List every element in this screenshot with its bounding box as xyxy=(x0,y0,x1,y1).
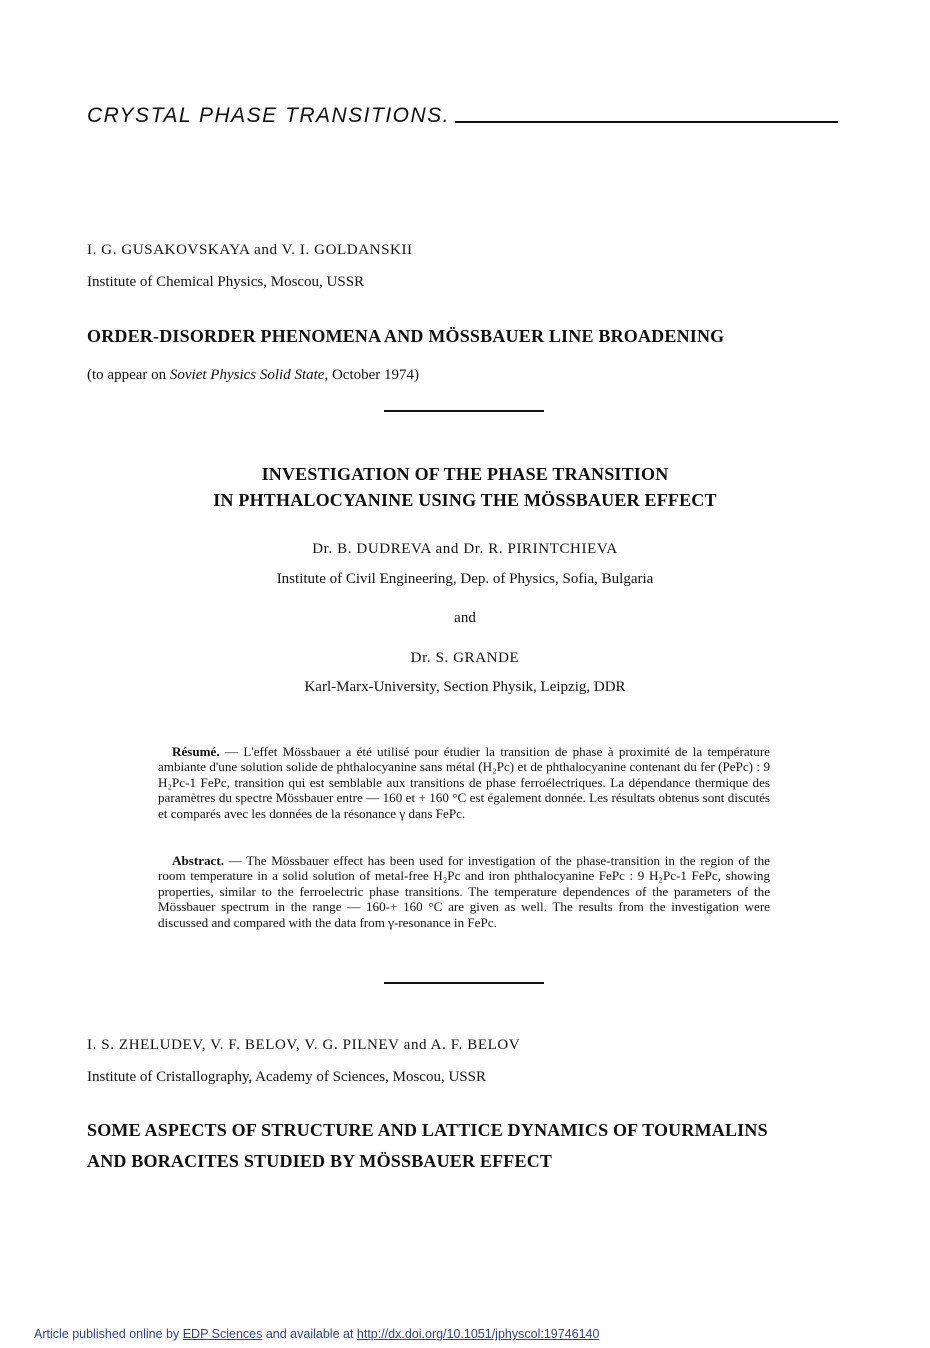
article2-resume xyxy=(158,744,770,821)
article2-affiliation2: Karl-Marx-University, Section Physik, Leipzig, DDR xyxy=(304,679,626,695)
article2-affiliation1: Institute of Civil Engineering, Dep. of Physics, Sofia, Bulgaria xyxy=(276,571,654,587)
publisher-link[interactable]: EDP Sciences xyxy=(182,1327,263,1341)
footer-prefix: Article published online by xyxy=(34,1327,183,1341)
article3-authors: I. S. ZHELUDEV, V. F. BELOV, V. G. PILNEV and A. F. BELOV xyxy=(87,1037,521,1053)
article1-note-journal: Soviet Physics Solid State, xyxy=(169,367,329,383)
doi-link[interactable]: http://dx.doi.org/10.1051/jphyscol:19746140 xyxy=(356,1327,600,1341)
article1-authors: I. G. GUSAKOVSKAYA and V. I. GOLDANSKII xyxy=(87,242,413,258)
abstract-label: Abstract. xyxy=(172,853,224,868)
article2-title-line1: INVESTIGATION OF THE PHASE TRANSITION xyxy=(261,464,669,484)
article1-note-prefix: (to appear on xyxy=(87,367,170,383)
article1-affiliation: Institute of Chemical Physics, Moscou, USSR xyxy=(87,274,365,290)
abstract-text: — The Mössbauer effect has been used for investigation of the phase-transition in the region of the room temperature in a solid solution of metal-free H₂Pc and iron phthalocyanine FePc : 9 H₂Pc-1 FePc, showing properties, similar to the ferroelectric phase transitions. The temperature dependences of the parameters of the Mössbauer spectrum in the range — 160-+ 160 °C are given as well. The results from the investigation were discussed and compared with the data from γ-resonance in FePc. xyxy=(158,853,770,930)
article2-title-line2: IN PHTHALOCYANINE USING THE MÖSSBAUER EFFECT xyxy=(213,490,717,510)
section-title-rule xyxy=(455,121,838,123)
section-title: CRYSTAL PHASE TRANSITIONS. xyxy=(87,104,451,127)
separator-rule xyxy=(384,410,544,412)
footer xyxy=(34,1327,599,1341)
resume-text: — L'effet Mössbauer a été utilisé pour étudier la transition de phase à proximité de la température ambiante d'une solution solide de phthalocyanine sans métal (H₂Pc) et de phthalocyanine contenant du fer (PePc) : 9 H₂Pc-1 FePc, transition qui est semblable aux transitions de phase ferroélectriques. La dépendance thermique des paramètres du spectre Mössbauer entre — 160 et + 160 °C est également donnée. Les résultats obtenus sont discutés et comparés avec les données de la résonance γ dans FePc. xyxy=(158,744,770,821)
article3-title-line2: AND BORACITES STUDIED BY MÖSSBAUER EFFECT xyxy=(87,1151,553,1171)
separator-rule xyxy=(384,982,544,984)
article2-authors2: Dr. S. GRANDE xyxy=(410,650,520,666)
footer-middle: and available at xyxy=(262,1327,357,1341)
article1-note xyxy=(87,367,419,384)
article3-affiliation: Institute of Cristallography, Academy of Sciences, Moscou, USSR xyxy=(87,1069,486,1085)
article1-note-suffix: October 1974) xyxy=(328,367,420,383)
article2-and: and xyxy=(454,610,476,626)
article1-title: ORDER-DISORDER PHENOMENA AND MÖSSBAUER LINE BROADENING xyxy=(87,326,725,346)
article2-authors1: Dr. B. DUDREVA and Dr. R. PIRINTCHIEVA xyxy=(312,541,618,557)
resume-label: Résumé. xyxy=(172,744,220,759)
article3-title-line1: SOME ASPECTS OF STRUCTURE AND LATTICE DYNAMICS OF TOURMALINS xyxy=(87,1120,768,1140)
article2-abstract xyxy=(158,853,770,930)
